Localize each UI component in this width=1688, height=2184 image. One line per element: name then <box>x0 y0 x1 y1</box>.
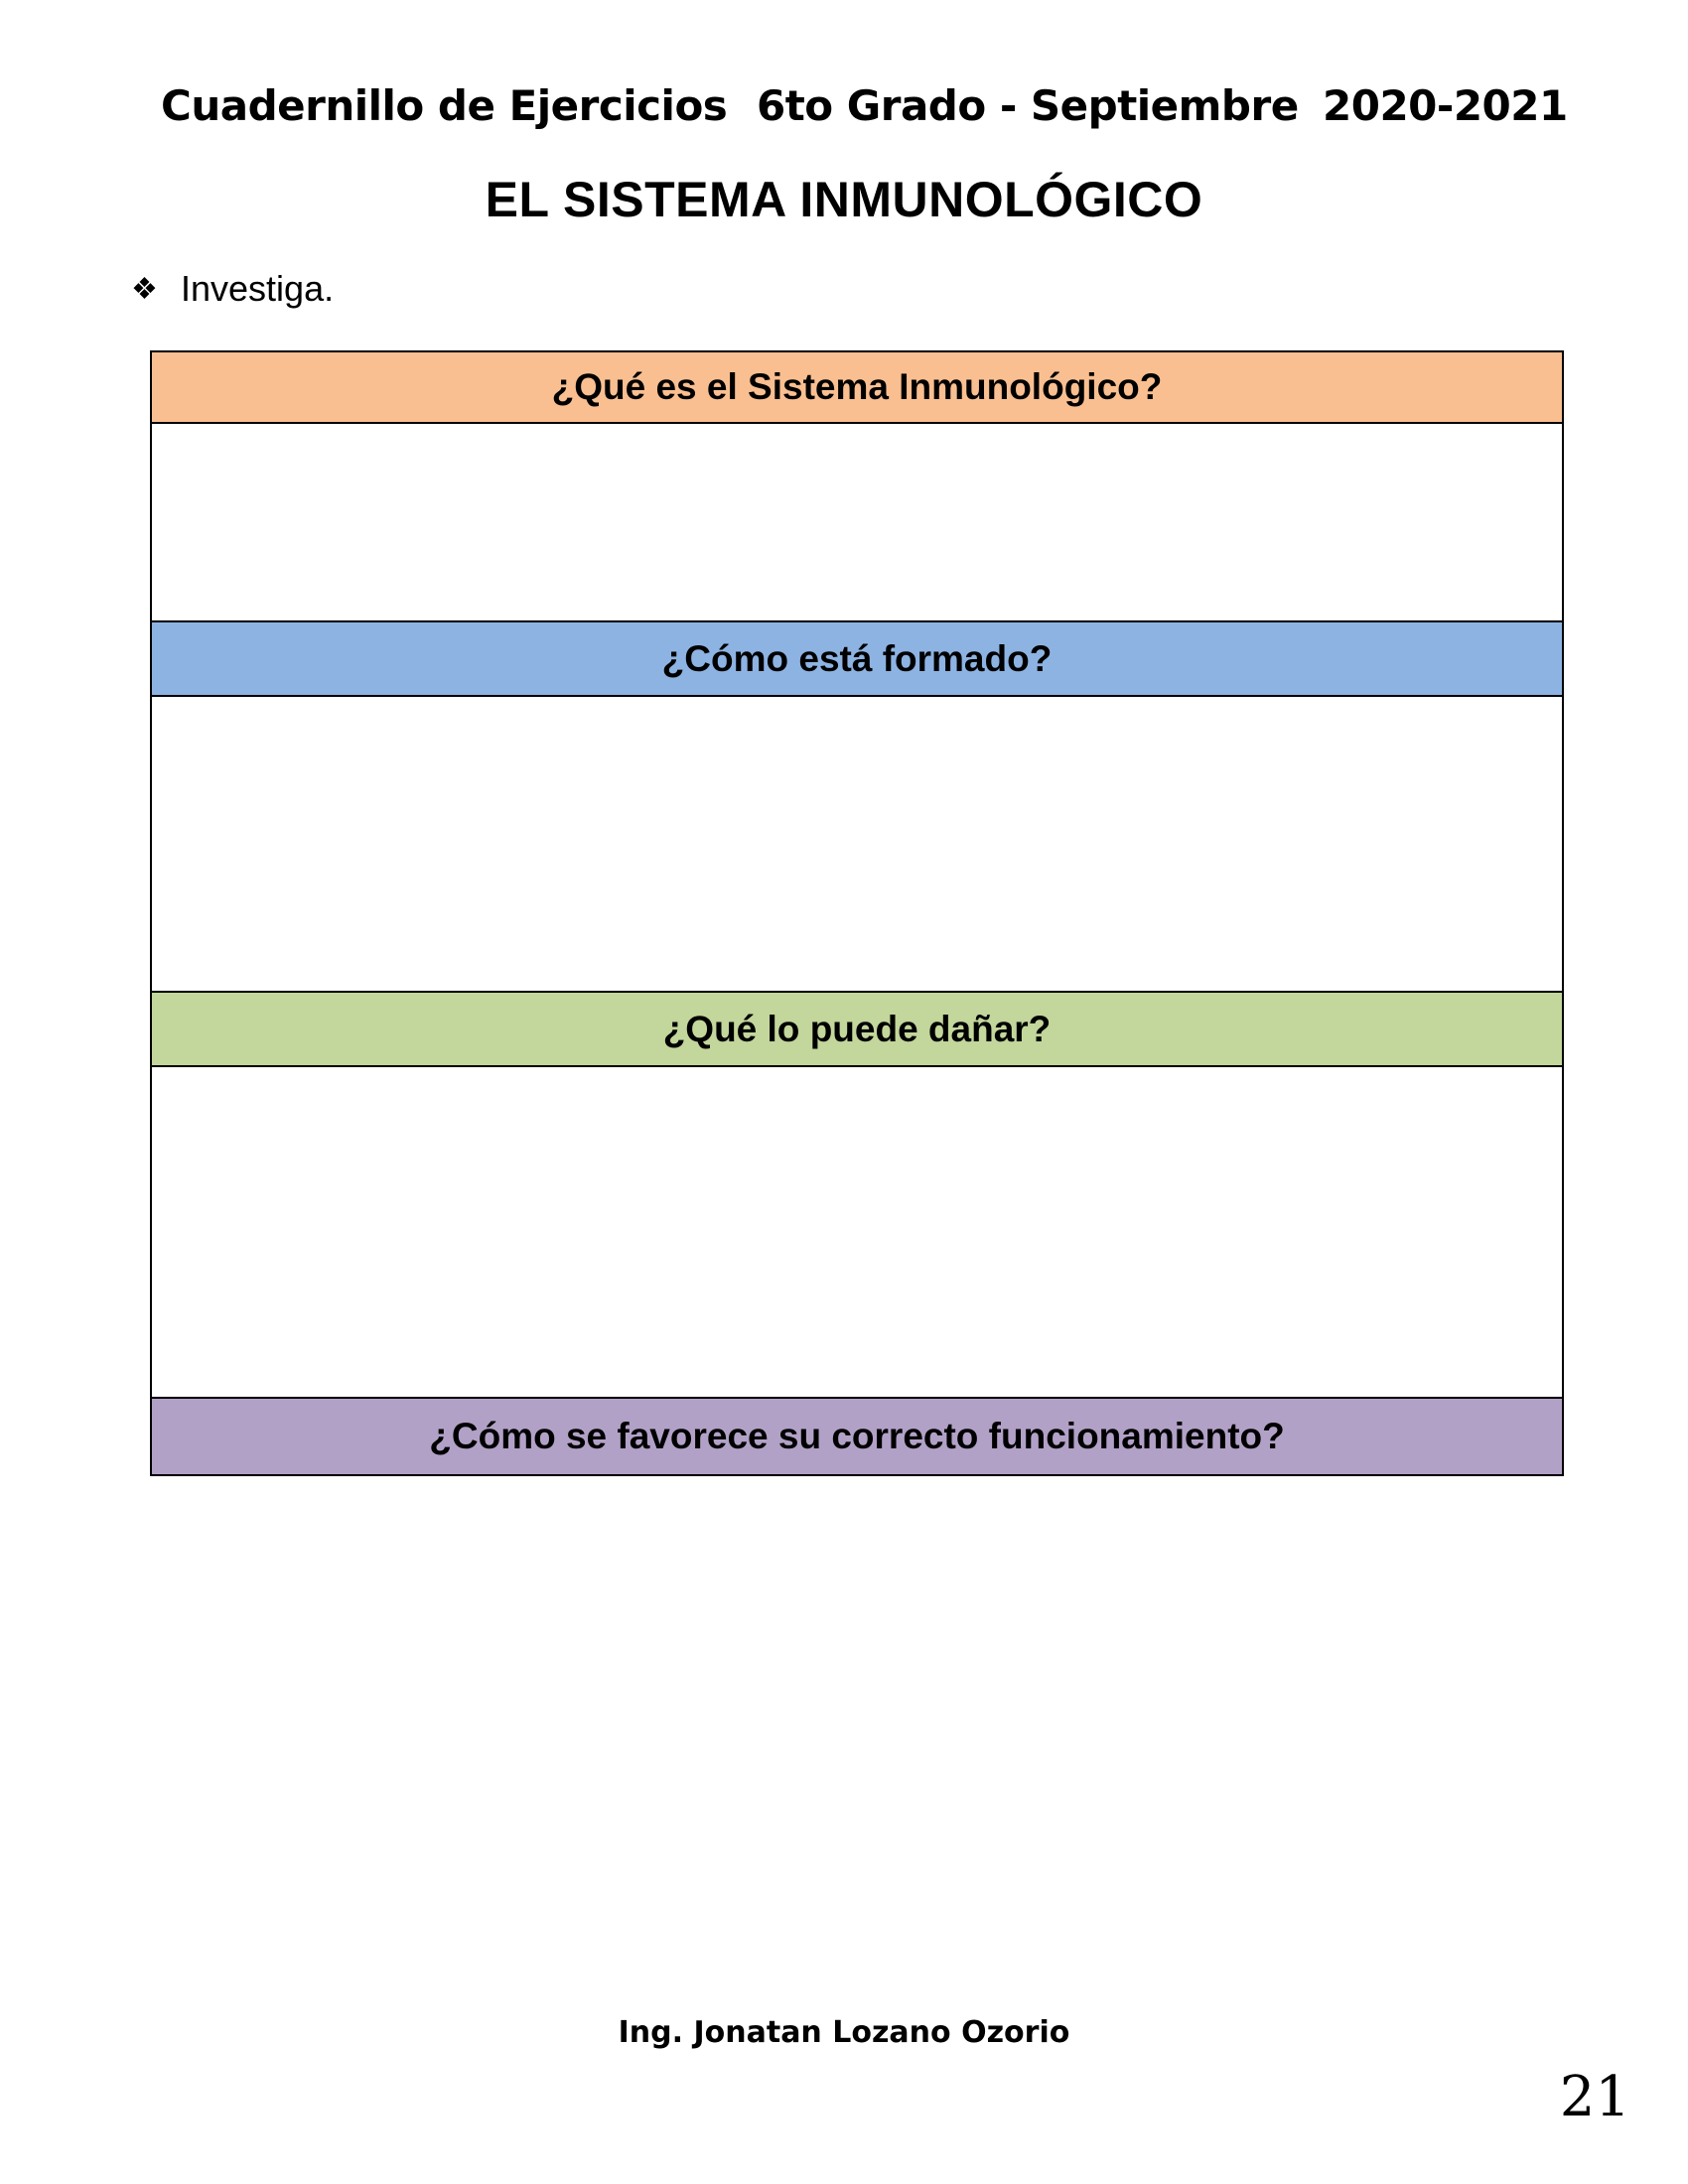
answer-area-threats[interactable] <box>152 1067 1562 1399</box>
diamond-bullet-icon: ❖ <box>131 272 158 306</box>
header-school-year: 2020-2021 <box>1323 81 1568 130</box>
answer-area-definition[interactable] <box>152 424 1562 622</box>
question-header-composition: ¿Cómo está formado? <box>152 622 1562 697</box>
research-table <box>150 350 1564 1476</box>
page-number: 21 <box>1559 2065 1630 2129</box>
header-grade-month: 6to Grado - Septiembre <box>757 81 1299 130</box>
question-header-definition: ¿Qué es el Sistema Inmunológico? <box>152 352 1562 424</box>
instruction-text: Investiga. <box>181 268 335 309</box>
answer-area-composition[interactable] <box>152 697 1562 993</box>
footer-author: Ing. Jonatan Lozano Ozorio <box>618 2015 1070 2050</box>
page-header <box>0 81 1688 141</box>
instruction <box>131 268 334 310</box>
page-title: EL SISTEMA INMUNOLÓGICO <box>485 172 1203 227</box>
question-header-proper-function: ¿Cómo se favorece su correcto funcionamiento? <box>152 1399 1562 1474</box>
question-header-threats: ¿Qué lo puede dañar? <box>152 993 1562 1067</box>
header-notebook-title: Cuadernillo de Ejercicios <box>161 81 728 130</box>
